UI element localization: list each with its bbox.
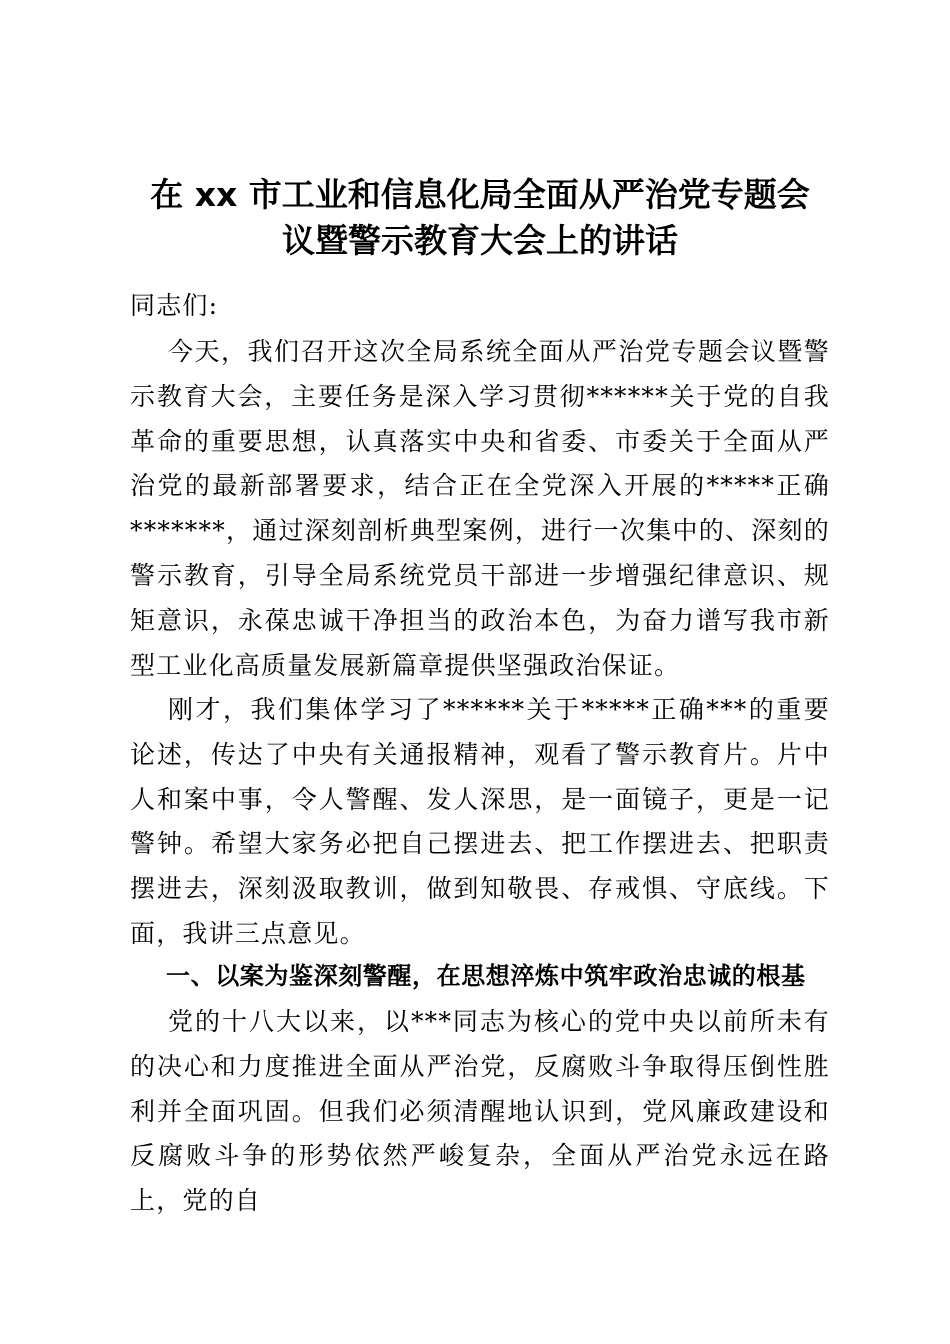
paragraph-section-1: 党的十八大以来，以***同志为核心的党中央以前所未有的决心和力度推进全面从严治党，反腐败斗争取得压倒性胜利并全面巩固。但我们必须清醒地认识到，党风廉政建设和反腐败斗争的形势依然严峻复杂，全面从严治党永远在路上，党的自 [130,1007,830,1216]
document-title-line-1: 在 xx 市工业和信息化局全面从严治党专题会 [150,175,810,214]
paragraph-review: 刚才，我们集体学习了******关于*****正确***的重要论述，传达了中央有关通报精神，观看了警示教育片。片中人和案中事，令人警醒、发人深思，是一面镜子，更是一记警钟。希望大家务必把自己摆进去、把工作摆进去、把职责摆进去，深刻汲取教训，做到知敬畏、存戒惧、守底线。下面，我讲三点意见。 [130,695,830,948]
document-title-line-2: 议暨警示教育大会上的讲话 [282,221,678,260]
section-heading-1: 一、以案为鉴深刻警醒，在思想淬炼中筑牢政治忠诚的根基 [166,962,806,990]
paragraph-opening: 今天，我们召开这次全局系统全面从严治党专题会议暨警示教育大会，主要任务是深入学习贯彻******关于党的自我革命的重要思想，认真落实中央和省委、市委关于全面从严治党的最新部署要求，结合正在全党深入开展的*****正确*******，通过深刻剖析典型案例，进行一次集中的、深刻的警示教育，引导全局系统党员干部进一步增强纪律意识、规矩意识，永葆忠诚干净担当的政治本色，为奋力谱写我市新型工业化高质量发展新篇章提供坚强政治保证。 [130,337,830,680]
salutation: 同志们: [130,291,219,320]
